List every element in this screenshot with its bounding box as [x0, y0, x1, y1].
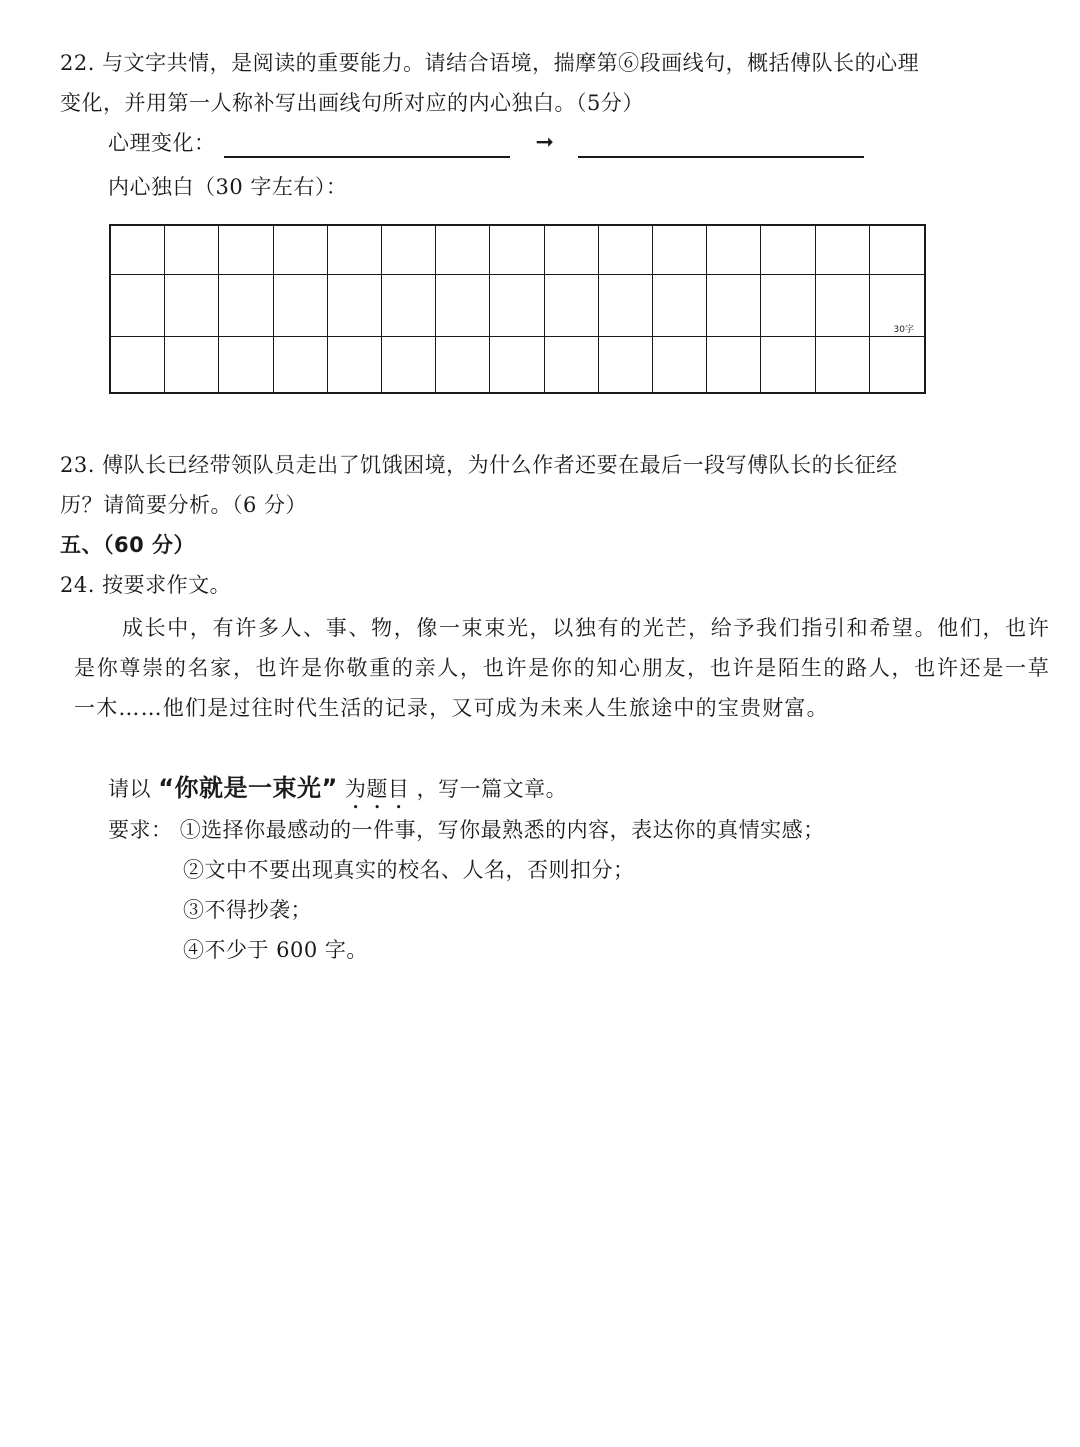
- grid-cell[interactable]: [274, 226, 328, 275]
- grid-cell[interactable]: [328, 337, 382, 392]
- grid-cell[interactable]: [707, 337, 761, 392]
- grid-cell[interactable]: [436, 337, 490, 392]
- topic-emphasis: 为题目: [344, 777, 410, 801]
- grid-cell[interactable]: [382, 226, 436, 275]
- grid-cell[interactable]: [707, 275, 761, 337]
- grid-cell[interactable]: [111, 226, 165, 275]
- q24-title: 24. 按要求作文。: [60, 573, 232, 597]
- grid-cell[interactable]: [761, 337, 815, 392]
- grid-cell[interactable]: [870, 337, 924, 392]
- grid-cell[interactable]: [328, 275, 382, 337]
- grid-cell[interactable]: [816, 226, 870, 275]
- grid-cell[interactable]: [599, 275, 653, 337]
- grid-cell[interactable]: [653, 337, 707, 392]
- grid-cell[interactable]: [219, 226, 273, 275]
- monologue-label: 内心独白（30 字左右）：: [108, 175, 348, 199]
- grid-cell[interactable]: [653, 275, 707, 337]
- q22-text-line-1: 22. 与文字共情，是阅读的重要能力。请结合语境，揣摩第⑥段画线句，概括傅队长的心理: [60, 51, 920, 75]
- requirements-line-1: [108, 815, 825, 845]
- topic-suffix: ，写一篇文章。: [416, 777, 568, 801]
- grid-count-mark: 30字: [893, 325, 914, 335]
- grid-cell[interactable]: [219, 275, 273, 337]
- grid-cell[interactable]: [111, 337, 165, 392]
- psych-change-label: 心理变化：: [108, 131, 216, 155]
- grid-cell[interactable]: [382, 337, 436, 392]
- grid-cell[interactable]: [382, 275, 436, 337]
- grid-cell[interactable]: [274, 337, 328, 392]
- answer-grid: [109, 224, 926, 394]
- requirement-item: ①选择你最感动的一件事，写你最熟悉的内容，表达你的真情实感；: [179, 818, 825, 842]
- grid-cell[interactable]: [816, 275, 870, 337]
- grid-cell[interactable]: [707, 226, 761, 275]
- requirements-label: 要求：: [108, 818, 173, 842]
- grid-cell[interactable]: [761, 275, 815, 337]
- grid-cell[interactable]: [490, 275, 544, 337]
- requirement-item: ③不得抄袭；: [183, 898, 312, 922]
- grid-cell[interactable]: [653, 226, 707, 275]
- section-heading: 五、（60 分）: [60, 533, 196, 557]
- q23-text-line-1: 23. 傅队长已经带领队员走出了饥饿困境，为什么作者还要在最后一段写傅队长的长征经: [60, 453, 898, 477]
- grid-cell[interactable]: [111, 275, 165, 337]
- grid-cell[interactable]: [599, 226, 653, 275]
- grid-cell[interactable]: [490, 226, 544, 275]
- grid-cell[interactable]: [436, 275, 490, 337]
- essay-topic-line: [108, 773, 567, 814]
- grid-cell[interactable]: [545, 275, 599, 337]
- grid-cell[interactable]: [761, 226, 815, 275]
- grid-cell[interactable]: [165, 275, 219, 337]
- grid-cell[interactable]: [219, 337, 273, 392]
- grid-cell[interactable]: [165, 226, 219, 275]
- requirement-item: ②文中不要出现真实的校名、人名，否则扣分；: [183, 858, 635, 882]
- grid-cell[interactable]: [870, 226, 924, 275]
- grid-cell[interactable]: [274, 275, 328, 337]
- right-arrow-icon: ➞: [535, 130, 555, 155]
- grid-cell[interactable]: [436, 226, 490, 275]
- essay-prompt: 成长中，有许多人、事、物，像一束束光，以独有的光芒，给予我们指引和希望。他们，也许是你尊崇的名家，也许是你敬重的亲人，也许是你的知心朋友，也许是陌生的路人，也许还是一草一木……他们是过往时代生活的记录，又可成为未来人生旅途中的宝贵财富。: [74, 616, 1050, 720]
- essay-topic-title: “你就是一束光”: [158, 774, 338, 802]
- requirement-item: ④不少于 600 字。: [183, 938, 368, 962]
- grid-cell[interactable]: [545, 337, 599, 392]
- psych-change-blank-after[interactable]: [578, 130, 864, 158]
- grid-cell[interactable]: [599, 337, 653, 392]
- q22-text-line-2: 变化，并用第一人称补写出画线句所对应的内心独白。（5分）: [60, 91, 644, 115]
- psych-change-blank-before[interactable]: [224, 130, 510, 158]
- grid-cell[interactable]: [328, 226, 382, 275]
- grid-cell[interactable]: [165, 337, 219, 392]
- grid-cell[interactable]: [816, 337, 870, 392]
- grid-cell[interactable]: [870, 275, 924, 337]
- topic-prefix: 请以: [108, 777, 151, 801]
- grid-cell[interactable]: [490, 337, 544, 392]
- q23-text-line-2: 历？请简要分析。（6 分）: [60, 493, 308, 517]
- grid-cell[interactable]: [545, 226, 599, 275]
- psych-change-row: [108, 128, 864, 158]
